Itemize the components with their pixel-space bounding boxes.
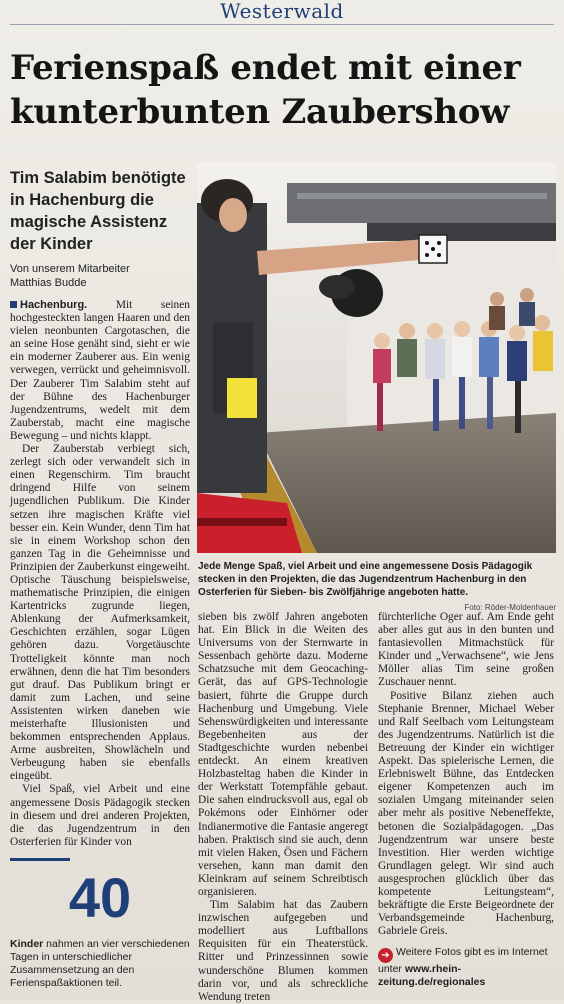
byline-author: Matthias Budde	[10, 277, 87, 289]
magic-show-photo	[197, 163, 556, 553]
paragraph: Tim Salabim hat das Zaubern inzwischen aufgegeben und modelliert aus Luftballons Requisiten für ein Theaterstück. Ritter und Prinzessinnen sowie wunderschöne Blumen kommen darin vor, und als schreckliche Wendung treten	[198, 899, 368, 1003]
paragraph: Positive Bilanz ziehen auch Stephanie Brenner, Michael Weber und Ralf Seelbach vom Leitungsteam des Jugendzentrums. Natürlich ist die Betreuung der Kinder ein wichtiger Aspekt. Das spielerische Lernen, die Erlebniswelt Bühne, das Entdecken eigener Kompetenzen auch im sozialen Umgang miteinander seien aber mehr als positive Nebeneffekte, betonen die Sozialpädagogen. „Das Jugendzentrum war unsere beste Investition. Hier werden wichtige Grundlagen gelegt. Wir sind auch ausgesprochen glücklich über das kompetente Leitungsteam“, bekräftigte die Erste Beigeordnete der Verbandsgemeinde Hachenburg, Gabriele Greis.	[378, 689, 554, 938]
section-label: Westerwald	[220, 0, 344, 23]
more-photos-link[interactable]: www.rhein-zeitung.de/regionales	[378, 963, 486, 988]
paragraph: sieben bis zwölf Jahren angeboten hat. Ein Blick in die Weiten des Universums von der Sternwarte in Sessenbach gehörte dazu. Moderne Schatzsuche mit dem Geocaching-Gerät, das auf GPS-Technologie basiert, führte die Gruppe durch Hachenburg und Umgebung. Viele Sehenswürdigkeiten und interessante Begebenheiten aus der Stadtgeschichte wurden nebenbei entdeckt. An einem kreativen Holzbasteltag haben die Kinder in der Werkstatt Totempfähle gebaut. Die sahen eindrucksvoll aus, egal ob Pokémons oder Einhörner oder Indianermotive die Fantasie angeregt haben. Praktisch sind sie auch, denn mit vielen Haken, Ösen und Fächern versehen, kann man damit den Kleinkram auf seinem Schreibtisch organisieren.	[198, 611, 368, 898]
paragraph: Viel Spaß, viel Arbeit und eine angemessene Dosis Pädagogik stecken in diesem und drei anderen Projekten, die das Jugendzentrum in den Osterferien für Kinder von	[10, 783, 190, 848]
arrow-right-icon: ➔	[378, 948, 393, 963]
stat-text: Kinder nahmen an vier verschiedenen Tagen in unterschiedlicher Zusammensetzung an den Ferienspaßaktionen teil.	[10, 938, 190, 989]
dateline: Hachenburg.	[20, 299, 88, 311]
paragraph: Hachenburg. Mit seinen hochgesteckten langen Haaren und den vielen neonbunten Cargotaschen, die an seine Hose genäht sind, sieht er wie ein moderner Zauberer aus. Ein wenig verwegen, verrückt und geheimnisvoll. Der Zauberer Tim Salabim steht auf der Bühne des Hachenburger Jugendzentrums, wedelt mit dem Zauberstab, macht eine magische Bewegung – und nichts klappt.	[10, 299, 190, 442]
header-rule	[10, 24, 554, 25]
article-column-1	[10, 299, 190, 849]
byline	[10, 262, 190, 290]
stat-rule	[10, 858, 70, 861]
square-marker-icon	[10, 301, 17, 308]
article-photo	[197, 163, 556, 553]
photo-credit: Foto: Röder-Moldenhauer	[464, 603, 556, 612]
stat-bold: Kinder	[10, 938, 44, 950]
paragraph: Der Zauberstab verbiegt sich, zerlegt sich oder verwandelt sich in einen Regenschirm. Tim braucht dringend Hilfe von seinem jugendlichen Publikum. Die Kinder setzen ihre magischen Kräfte viel besser ein. Kein Wunder, denn Tim hat sie in einem Workshop schon den ganzen Tag in die Geheimnisse und Prinzipien der Zauberkunst eingeweiht. Optische Täuschung beispielsweise, mathematische Prinzipien, die einigen Kartentricks zugrunde liegen, Ablenkung der Aufmerksamkeit, Geschichten erzählen, sogar Lügen gehören dazu. Vorgetäuschte Trotteligkeit könnte man noch erwähnen, denn die hat Tim besonders gut drauf. Das Publikum bringt er damit zum Lachen, und seine Assistenten wirken daneben wie meisterhafte Illusionisten und bekommen entsprechenden Applaus. Arme ausbreiten, Showlächeln und Verbeugung haben sie ebenfalls eingeübt.	[10, 443, 190, 783]
stat-number: 40	[68, 866, 132, 929]
article-column-2	[198, 611, 368, 1004]
paragraph: fürchterliche Oger auf. Am Ende geht aber alles gut aus in den bunten und fantasievollen Mitmachstück für Kinder und „Verwachsene“, wie Jens Möller alias Tim seine großen Zuschauer nennt.	[378, 611, 554, 689]
photo-caption	[198, 560, 556, 614]
headline: Ferienspaß endet mit einer kunterbunten Zaubershow	[10, 48, 521, 132]
subheadline: Tim Salabim benötigte in Hachenburg die magische Assistenz der Kinder	[10, 169, 186, 253]
byline-intro: Von unserem Mitarbeiter	[10, 263, 130, 275]
caption-text: Jede Menge Spaß, viel Arbeit und eine angemessene Dosis Pädagogik stecken in den Projekten, die das Jugendzentrum Hachenburg in den Osterferien für Sieben- bis Zwölfjährige angeboten hatte.	[198, 561, 533, 598]
more-photos-note: ➔ Weitere Fotos gibt es im Internet unter www.rhein-zeitung.de/regionales	[378, 946, 548, 988]
article-column-3	[378, 611, 554, 938]
